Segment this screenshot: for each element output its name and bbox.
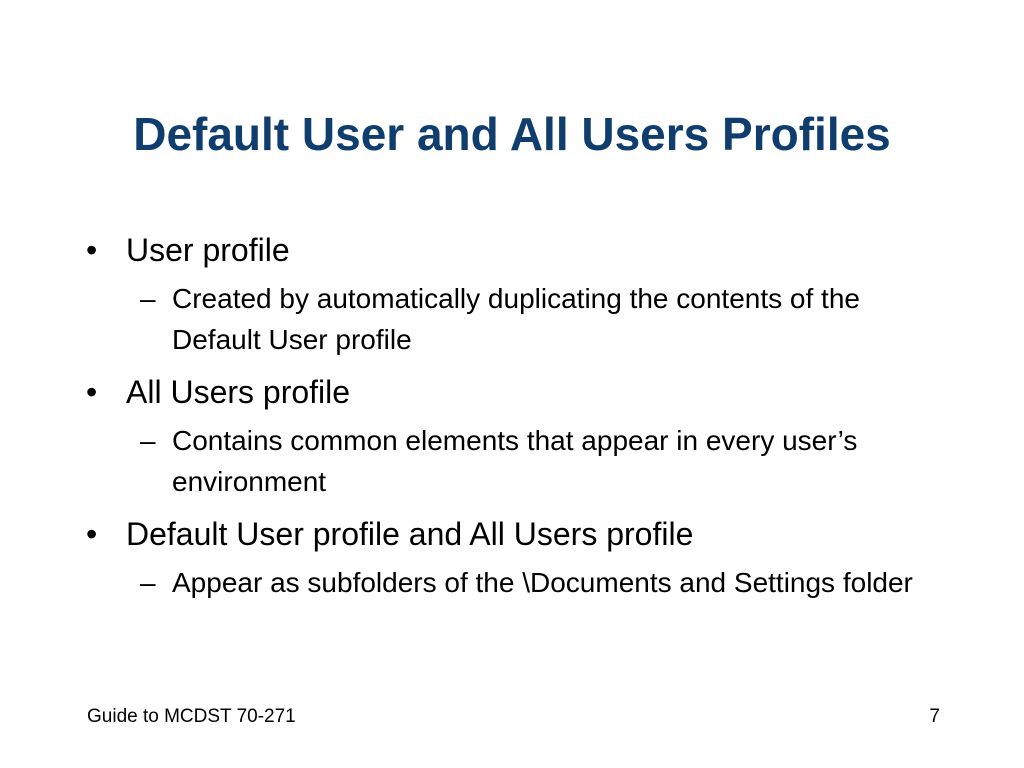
bullet-text: User profile <box>126 232 290 268</box>
sub-bullet-marker: – <box>140 425 156 456</box>
footer-page-number: 7 <box>929 706 940 727</box>
bullet-text: Default User profile and All Users profile <box>126 516 694 552</box>
footer-course-title: Guide to MCDST 70-271 <box>87 706 296 727</box>
sub-bullet-text: Contains common elements that appear in every user’s environment <box>172 425 858 497</box>
slide-title: Default User and All Users Profiles <box>133 108 891 160</box>
sub-bullet-item <box>86 562 946 603</box>
bullet-item <box>86 512 946 556</box>
slide-body <box>86 228 946 613</box>
bullet-marker: • <box>86 232 98 268</box>
bullet-item <box>86 228 946 272</box>
bullet-marker: • <box>86 374 98 410</box>
sub-bullet-marker: – <box>140 567 156 598</box>
bullet-item <box>86 370 946 414</box>
sub-bullet-text: Appear as subfolders of the \Documents and Settings folder <box>172 567 913 598</box>
sub-bullet-marker: – <box>140 283 156 314</box>
sub-bullet-item <box>86 420 946 502</box>
bullet-marker: • <box>86 516 98 552</box>
sub-bullet-item <box>86 278 946 360</box>
sub-bullet-text: Created by automatically duplicating the contents of the Default User profile <box>172 283 860 355</box>
bullet-text: All Users profile <box>126 374 351 410</box>
